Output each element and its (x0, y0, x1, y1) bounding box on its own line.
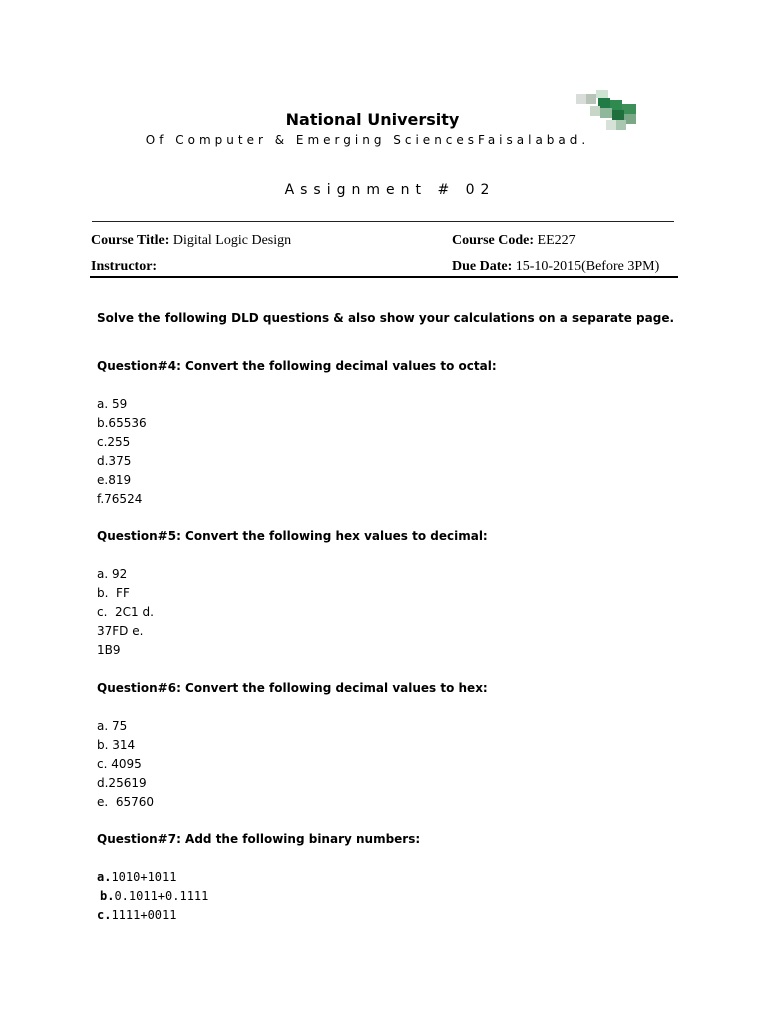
answer-item: a. 75 (97, 719, 128, 733)
course-code-row (452, 233, 576, 249)
answer-value: 1111+0011 (111, 908, 177, 922)
instructions-text: Solve the following DLD questions & also show your calculations on a separate page. (97, 311, 675, 325)
answer-value: 1010+1011 (111, 870, 177, 884)
answer-item: 1B9 (97, 643, 121, 657)
question-heading: Question#6: Convert the following decimal values to hex: (97, 681, 488, 695)
assignment-title: Assignment # 02 (284, 182, 496, 198)
answer-item: a. 92 (97, 567, 128, 581)
answer-item: f.76524 (97, 492, 143, 506)
answer-item: c.255 (97, 435, 131, 449)
course-title-row (91, 233, 291, 249)
answer-item: a. 59 (97, 397, 128, 411)
university-logo (576, 90, 638, 132)
answer-item: b. 314 (97, 738, 136, 752)
question-heading: Question#5: Convert the following hex values to decimal: (97, 529, 488, 543)
course-code-value: EE227 (537, 233, 576, 248)
answer-prefix: b. (100, 889, 115, 903)
answer-item: e.819 (97, 473, 132, 487)
question-heading: Question#4: Convert the following decimal values to octal: (97, 359, 497, 373)
answer-value: 0.1011+0.1111 (114, 889, 209, 903)
answer-item: c. 2C1 d. (97, 605, 154, 619)
answer-prefix: c. (97, 908, 112, 922)
answer-item (97, 908, 176, 922)
separator-line (92, 221, 674, 222)
university-subtitle: Of Computer & Emerging SciencesFaisalabad. (145, 133, 590, 147)
answer-item (97, 870, 176, 884)
answer-item: b. FF (97, 586, 130, 600)
course-title-value: Digital Logic Design (172, 233, 292, 248)
answer-prefix: a. (97, 870, 112, 884)
university-name: National University (285, 110, 460, 129)
answer-item: d.25619 (97, 776, 147, 790)
answer-item: 37FD e. (97, 624, 144, 638)
header-rule (90, 276, 678, 278)
due-date-row (452, 259, 659, 275)
instructor-row (91, 259, 157, 275)
course-code-label: Course Code: (452, 233, 535, 248)
answer-item: e. 65760 (97, 795, 154, 809)
course-title-label: Course Title: (91, 233, 170, 248)
answer-item: c. 4095 (97, 757, 142, 771)
question-heading: Question#7: Add the following binary numbers: (97, 832, 421, 846)
answer-item: d.375 (97, 454, 132, 468)
answer-item: b.65536 (97, 416, 147, 430)
due-date-label: Due Date: (452, 259, 513, 274)
answer-item (100, 889, 208, 903)
due-date-value: 15-10-2015(Before 3PM) (515, 259, 660, 274)
instructor-label: Instructor: (91, 259, 158, 274)
